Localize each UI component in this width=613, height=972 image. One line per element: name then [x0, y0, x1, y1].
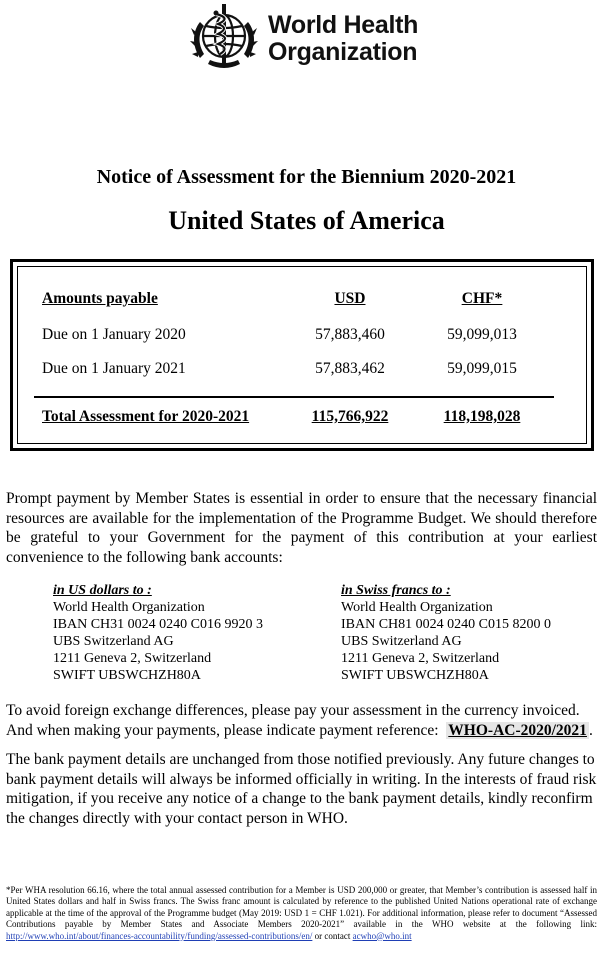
bank-chf-line: SWIFT UBSWCHZH80A [341, 668, 489, 683]
logo-line-1: World Health [268, 11, 419, 39]
logo-text [268, 12, 418, 66]
who-logo [186, 2, 426, 72]
bank-usd-heading: in US dollars to : [53, 583, 152, 598]
bank-usd-line: 1211 Geneva 2, Switzerland [53, 651, 212, 666]
footnote-text: *Per WHA resolution 66.16, where the total annual assessed contribution for a Member is USD 200,000 or greater, that Member’s contribution is assessed half in United States dollars and half in Swiss francs. The Swiss franc amount is calculated by reference to the published United Nations operational rate of exchange applicable at the time of the approval of the Programme budget (May 2019: USD 1 = CHF 1.021). For additional information, please refer to document “Assessed Contributions payable by Member States and Associate Members 2020-2021” available in the WHO website at the following link: [6, 885, 597, 930]
total-usd: 115,766,922 [311, 408, 389, 425]
country-name: United States of America [168, 206, 445, 235]
bank-usd-line: SWIFT UBSWCHZH80A [53, 668, 201, 683]
bank-chf-heading: in Swiss francs to : [341, 583, 451, 598]
total-label: Total Assessment for 2020-2021 [42, 408, 250, 425]
logo-line-2: Organization [268, 38, 418, 66]
footnote [6, 885, 597, 942]
finances-link[interactable]: http://www.who.int/about/finances-accountability/funding/assessed-contributions/en/ [6, 930, 313, 941]
bank-usd-line: UBS Switzerland AG [53, 634, 174, 649]
usd-header: USD [334, 290, 366, 307]
payment-reference-code: WHO-AC-2020/2021 [448, 721, 587, 739]
bank-chf-line: UBS Switzerland AG [341, 634, 462, 649]
bank-account-chf [341, 582, 551, 684]
due-2021-chf: 59,099,015 [447, 360, 517, 377]
due-2020-label: Due on 1 January 2020 [42, 326, 186, 343]
payment-reference-text: To avoid foreign exchange differences, please pay your assessment in the currency invoiced. And when making your payments, please indicate payment reference: [6, 702, 580, 739]
due-2020-usd: 57,883,460 [315, 326, 385, 343]
bank-usd-line: IBAN CH31 0024 0240 C016 9920 3 [53, 617, 264, 632]
total-divider [34, 396, 554, 398]
bank-details-paragraph: The bank payment details are unchanged from those notified previously. Any future changes to bank payment details will always be informed officially in writing. In the interests of fraud risk mitigation, if you receive any notice of a change to the bank payment details, kindly reconfirm the changes directly with your contact person in WHO. [6, 751, 597, 827]
contact-email-link[interactable]: acwho@who.int [352, 930, 412, 941]
payment-request-paragraph: Prompt payment by Member States is essential in order to ensure that the necessary financial resources are available for the implementation of the Programme Budget. We should therefore be grateful to your Government for the payment of this contribution at your earliest convenience to the following bank accounts: [6, 490, 597, 566]
bank-usd-line: World Health Organization [53, 600, 205, 615]
who-emblem-icon [186, 2, 262, 72]
payment-reference-end: . [588, 721, 593, 739]
bank-chf-line: World Health Organization [341, 600, 493, 615]
total-chf: 118,198,028 [443, 408, 521, 425]
due-2021-label: Due on 1 January 2021 [42, 360, 186, 377]
payment-reference-paragraph [6, 701, 597, 740]
bank-chf-line: IBAN CH81 0024 0240 C015 8200 0 [341, 617, 552, 632]
due-2021-usd: 57,883,462 [315, 360, 385, 377]
bank-account-usd [53, 582, 263, 684]
footnote-or-contact: or contact [314, 930, 351, 941]
amounts-payable-header: Amounts payable [42, 290, 158, 307]
due-2020-chf: 59,099,013 [447, 326, 517, 343]
bank-chf-line: 1211 Geneva 2, Switzerland [341, 651, 500, 666]
chf-header: CHF* [461, 290, 503, 307]
notice-title: Notice of Assessment for the Biennium 2020-2021 [96, 166, 517, 188]
